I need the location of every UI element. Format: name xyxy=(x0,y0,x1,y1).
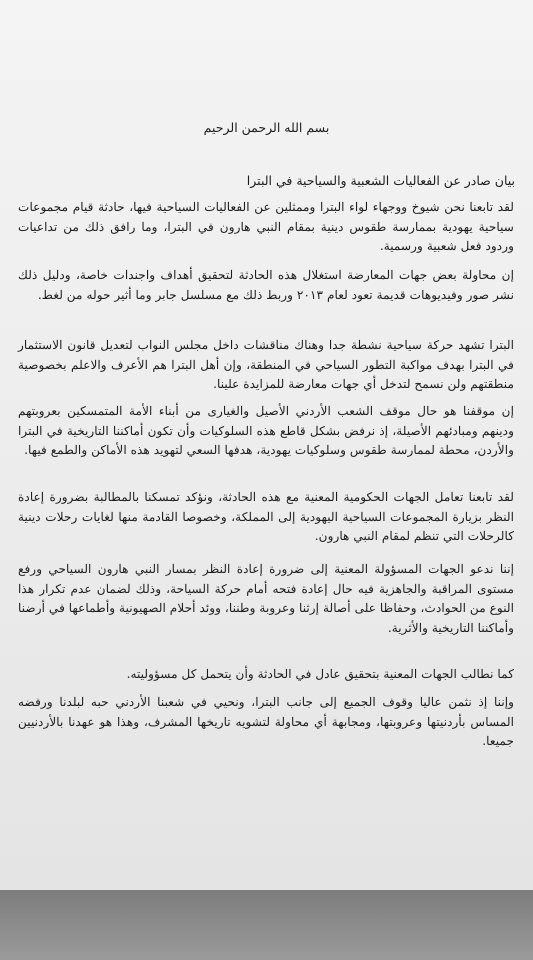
basmala: بسم الله الرحمن الرحيم xyxy=(203,120,330,135)
paragraph-2 xyxy=(18,266,514,305)
paragraph-text: إن موقفنا هو حال موقف الشعب الأردني الأصيل والغيارى من أبناء الأمة المتمسكين بعروبتهم ودينهم ومبادئهم الأصيلة، إذ نرفض بشكل قاطع هذه السلوكيات وأن تكون أماكننا التاريخية في البترا والأردن، محطة لممارسة طقوس وسلوكيات يهودية، هدفها السعي لتهويد هذه الأماكن والطمع فيها. xyxy=(18,404,514,457)
paragraph-3 xyxy=(18,336,514,395)
paragraph-4 xyxy=(18,402,514,461)
paragraph-text: كما نطالب الجهات المعنية بتحقيق عادل في الحادثة وأن يتحمل كل مسؤوليته. xyxy=(126,667,514,681)
paragraph-text: إننا ندعو الجهات المسؤولة المعنية إلى ضرورة إعادة النظر بمسار النبي هارون السياحي ورفع مستوى المراقبة والجاهزية فيه حال إعادة فتحه أمام حركة السياحة، وذلك لضمان عدم تكرار هذا النوع من الحوادث، وحفاظا على أصالة إرثنا وعروبة وطننا، ووئد أحلام الصهيونية وأطماعها في أرضنا وأماكننا التاريخية والأثرية. xyxy=(18,562,514,635)
paragraph-text: وإننا إذ نثمن عاليا وقوف الجميع إلى جانب البترا، ونحيي في شعبنا الأردني حبه لبلدنا ورفضه المساس بأردنيتها وعروبتها، ومجابهة أي محاولة لتشويه تاريخها المشرف، وهذا هو عهدنا بالأردنيين جميعا. xyxy=(18,695,514,748)
paragraph-5 xyxy=(18,488,514,547)
paragraph-text: لقد تابعنا نحن شيوخ ووجهاء لواء البترا وممثلين عن الفعاليات السياحية فيها، حادثة قيام مجموعات سياحية يهودية بممارسة طقوس دينية بمقام النبي هارون في البترا، وما رافق ذلك من تداعيات وردود فعل شعبية ورسمية. xyxy=(18,200,514,253)
paragraph-6 xyxy=(18,560,514,638)
paragraph-1 xyxy=(18,198,514,257)
paragraph-7 xyxy=(18,665,514,685)
background-surface xyxy=(0,890,533,960)
paragraph-text: لقد تابعنا تعامل الجهات الحكومية المعنية مع هذه الحادثة، ونؤكد تمسكنا بالمطالبة بضرورة إعادة النظر بزيارة المجموعات السياحية اليهودية إلى المملكة، وخصوصا القادمة منها لغايات رحلات دينية كالرحلات التي تنظم لمقام النبي هارون. xyxy=(18,490,514,543)
paragraph-text: البترا تشهد حركة سياحية نشطة جدا وهناك مناقشات داخل مجلس النواب لتعديل قانون الاستثمار في البترا بهدف مواكبة التطور السياحي في المنطقة، وإن أهل البترا هم الأعرف والاعلم بخصوصية منطقتهم ولن نسمح لتدخل أي جهات معارضة للمزايدة علينا. xyxy=(18,338,514,391)
paragraph-8 xyxy=(18,693,514,752)
paragraph-text: إن محاولة بعض جهات المعارضة استغلال هذه الحادثة لتحقيق أهداف واجندات خاصة، ودليل ذلك نشر صور وفيديوهات قديمة تعود لعام ٢٠١٣ وربط ذلك مع مسلسل جابر وما أثير حوله من لغط. xyxy=(18,268,514,302)
statement-heading: بيان صادر عن الفعاليات الشعبية والسياحية في البترا xyxy=(246,173,515,188)
